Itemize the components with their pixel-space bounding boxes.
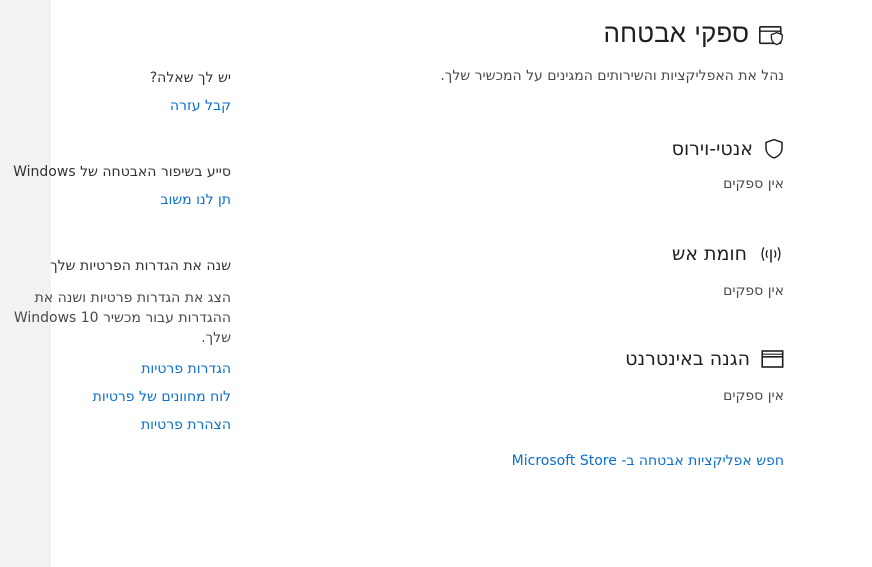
privacy-statement-link[interactable]: הצהרת פרטיות [140,417,231,433]
section-title-internet-protection: הגנה באינטרנט [625,348,750,370]
privacy-description: הצג את הגדרות פרטיות ושנה את ההגדרות עבור מכשיר Windows 10 שלך. [13,290,231,346]
page-subtitle: נהל את האפליקציות והשירותים המגינים על המכשיר שלך. [440,68,784,84]
shield-icon [764,138,784,160]
privacy-settings-link[interactable]: הגדרות פרטיות [141,361,231,377]
browser-window-icon [761,349,784,369]
feedback-heading: סייע בשיפור האבטחה של Windows [13,164,231,180]
give-feedback-link[interactable]: תן לנו משוב [160,192,231,208]
page-title: ספקי אבטחה [603,19,749,49]
page-title-row [364,19,784,49]
status-firewall: אין ספקים [723,283,784,299]
get-help-link[interactable]: קבל עזרה [169,98,231,114]
microsoft-store-link[interactable]: חפש אפליקציות אבטחה ב- Microsoft Store [511,453,784,469]
section-title-antivirus: אנטי-וירוס [671,138,753,160]
side-panel [0,0,231,435]
firewall-signal-icon [758,244,784,265]
security-providers-icon [758,24,784,48]
status-internet-protection: אין ספקים [723,388,784,404]
section-antivirus [364,137,784,161]
main-content [364,0,784,471]
privacy-heading: שנה את הגדרות הפרטיות שלך [50,258,231,274]
status-antivirus: אין ספקים [723,176,784,192]
section-firewall [364,242,784,266]
privacy-dashboard-link[interactable]: לוח מחוונים של פרטיות [92,389,231,405]
section-internet-protection [364,347,784,371]
section-title-firewall: חומת אש [671,243,747,265]
question-heading: יש לך שאלה? [149,70,231,86]
